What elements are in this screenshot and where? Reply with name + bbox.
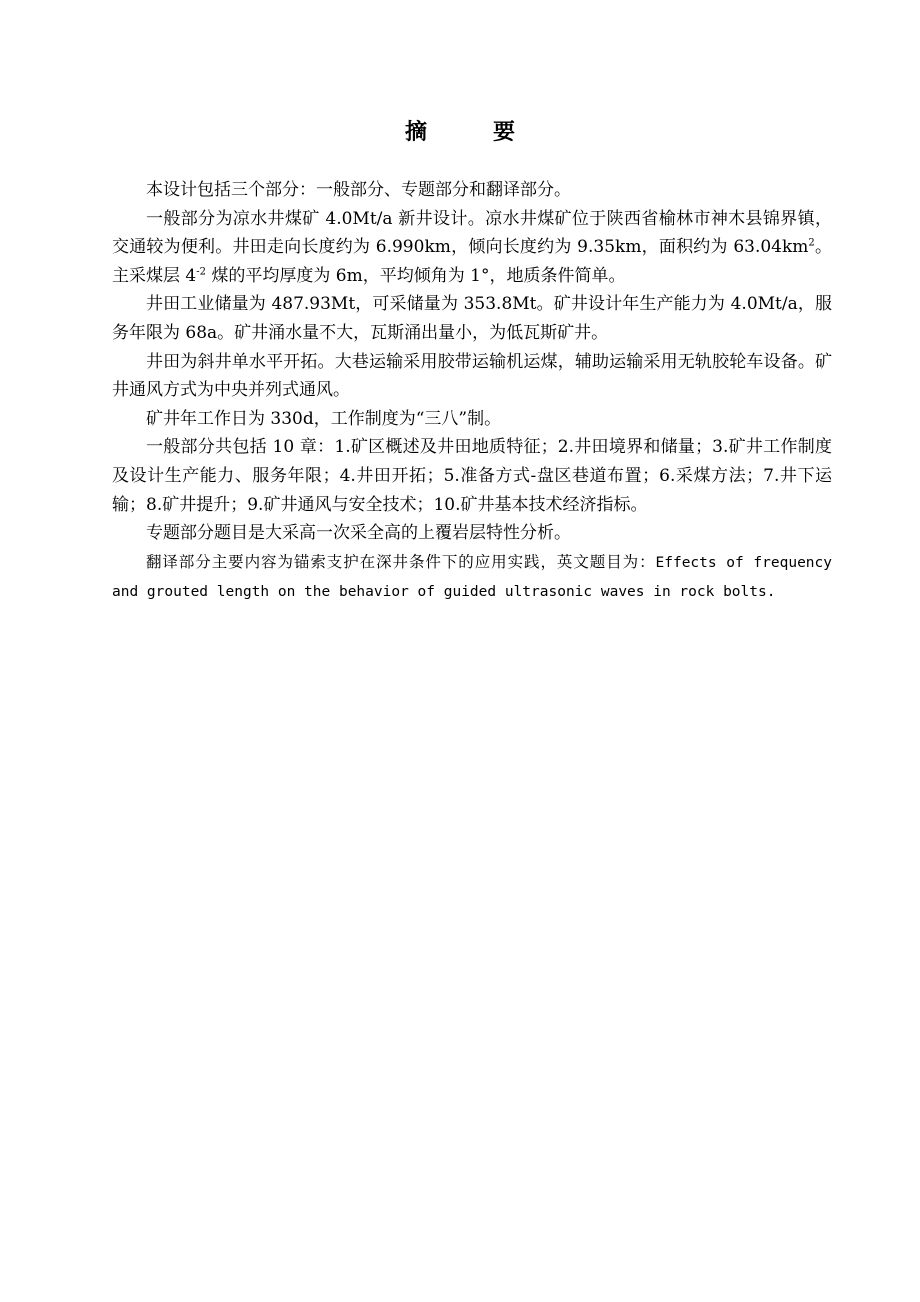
superscript-seam-number: -2 <box>196 266 206 278</box>
paragraph-general-part-text-c: 煤的平均厚度为 6m，平均倾角为 1°，地质条件简单。 <box>205 265 626 286</box>
paragraph-translation <box>112 548 832 607</box>
paragraph-overview: 本设计包括三个部分：一般部分、专题部分和翻译部分。 <box>146 180 571 200</box>
paragraph-translation-cn: 翻译部分主要内容为锚索支护在深井条件下的应用实践，英文题目为： <box>146 552 656 571</box>
paragraph-translation-en: Effects of frequency and grouted length on the behavior of guided ultrasonic waves in rock bolts. <box>112 554 832 601</box>
abstract-body <box>112 176 832 607</box>
paragraph-work-schedule: 矿井年工作日为 330d，工作制度为“三八”制。 <box>146 408 502 429</box>
paragraph-special-topic: 专题部分题目是大采高一次采全高的上覆岩层特性分析。 <box>146 523 571 544</box>
paragraph-general-part-text-a: 一般部分为凉水井煤矿 4.0Mt/a 新井设计。凉水井煤矿位于陕西省榆林市神木县锦界镇，交通较为便利。井田走向长度约为 6.990km，倾向长度约为 9.35km，面积约为 63.04km <box>112 208 832 258</box>
paragraph-general-part <box>112 205 832 291</box>
superscript-area-unit: 2 <box>808 237 815 249</box>
paragraph-reserves: 井田工业储量为 487.93Mt，可采储量为 353.8Mt。矿井设计年生产能力为 4.0Mt/a，服务年限为 68a。矿井涌水量不大，瓦斯涌出量小，为低瓦斯矿井。 <box>112 294 832 343</box>
paragraph-chapters: 一般部分共包括 10 章：1.矿区概述及井田地质特征；2.井田境界和储量；3.矿井工作制度及设计生产能力、服务年限；4.井田开拓；5.准备方式-盘区巷道布置；6.采煤方法；7.井下运输；8.矿井提升；9.矿井通风与安全技术；10.矿井基本技术经济指标。 <box>112 437 832 515</box>
paragraph-development: 井田为斜井单水平开拓。大巷运输采用胶带运输机运煤，辅助运输采用无轨胶轮车设备。矿井通风方式为中央并列式通风。 <box>112 351 832 401</box>
page-title: 摘 要 <box>404 119 537 145</box>
paragraph-general-part-text-b: 。主采煤层 4 <box>112 237 832 286</box>
